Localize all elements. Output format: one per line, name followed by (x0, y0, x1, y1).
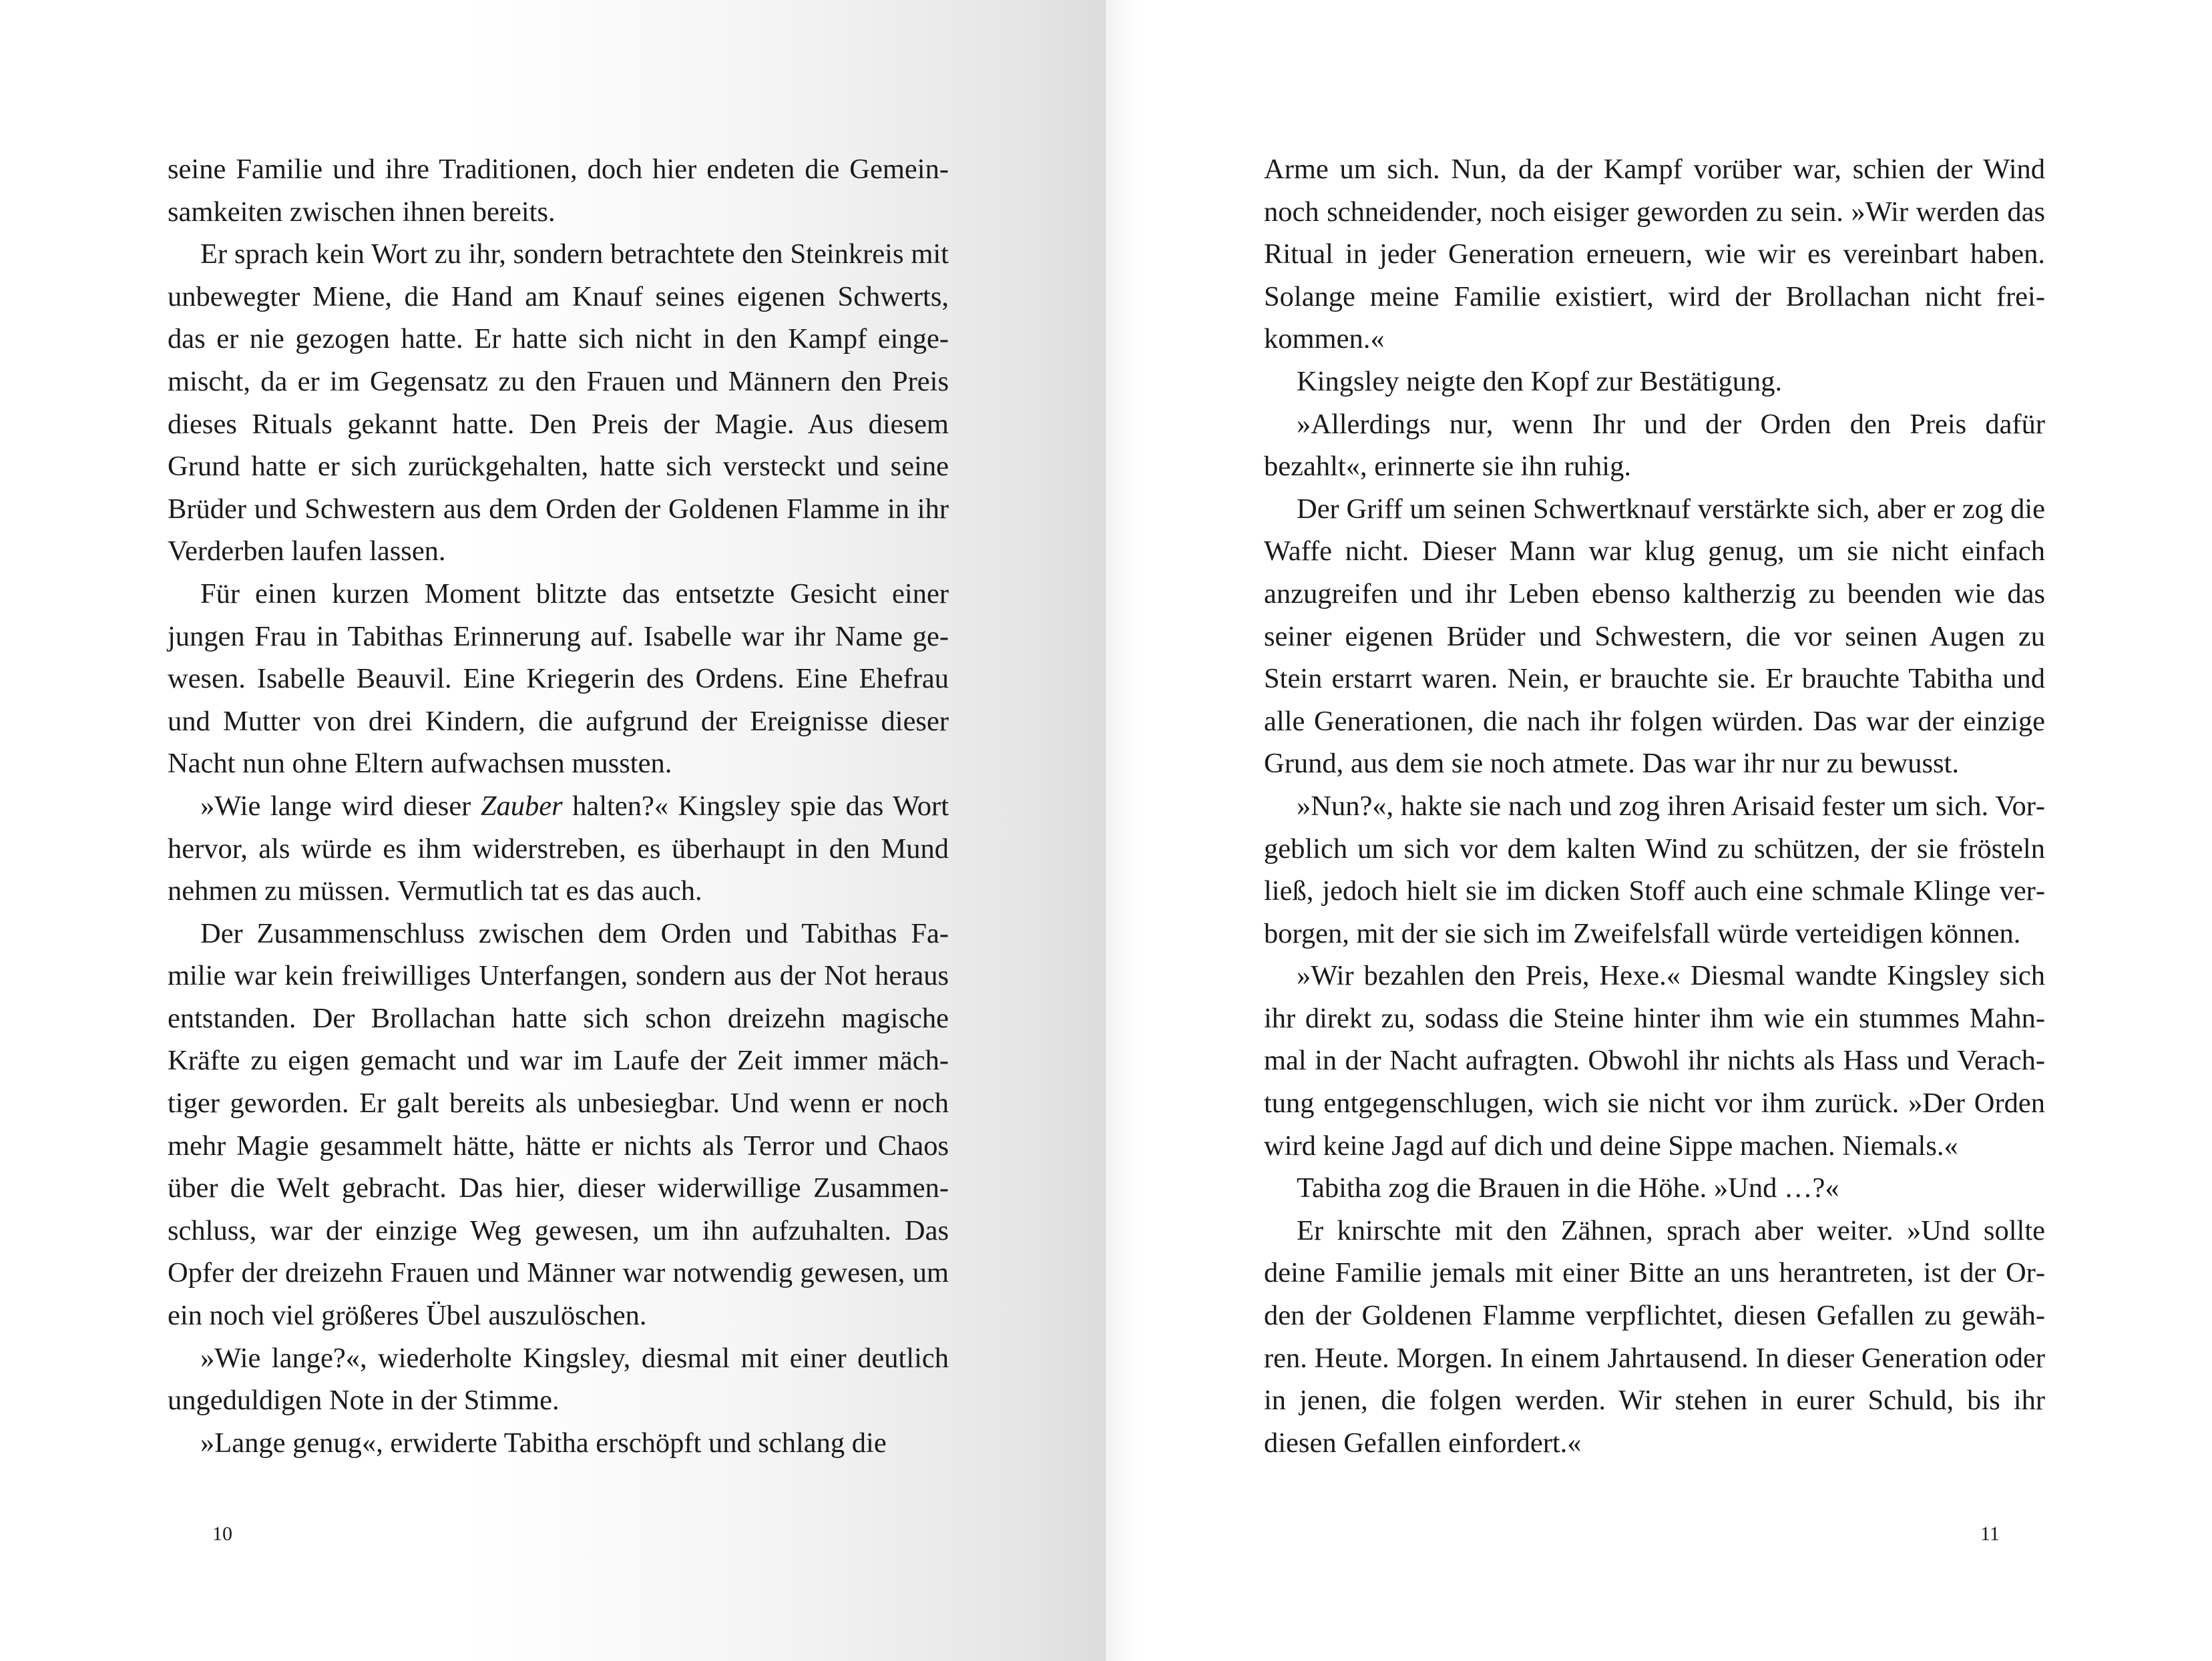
paragraph: »Wir bezahlen den Preis, Hexe.« Diesmal wandte Kingsley sich ihr direkt zu, sodass die Steine hinter ihm wie ein stummes Mahnmal in der Nacht aufragten. Obwohl ihr nichts als Hass und Verachtung entgegenschlugen, wich sie nicht vor ihm zurück. »Der Orden wird keine Jagd auf dich und deine Sippe machen. Niemals.« (1264, 960, 2045, 1162)
paragraph: »Wie lange?«, wiederholte Kingsley, diesmal mit einer deutlich ungeduldigen Note in der Stimme. (168, 1342, 949, 1417)
paragraph: Kingsley neigte den Kopf zur Bestätigung. (1297, 365, 1783, 397)
right-page (1106, 0, 2212, 1661)
italic-word: Zauber (480, 790, 563, 822)
paragraph: »Lange genug«, erwiderte Tabitha erschöpft und schlang die (200, 1427, 887, 1459)
page-number: 10 (212, 1523, 232, 1545)
paragraph: Er knirschte mit den Zähnen, sprach aber weiter. »Und sollte deine Familie jemals mit einer Bitte an uns herantreten, ist der Orden der Goldenen Flamme verpflichtet, diesen Gefallen zu gewähren. Heute. Morgen. In einem Jahrtausend. In dieser Generation oder in jenen, die folgen werden. Wir stehen in eurer Schuld, bis ihr diesen Gefallen einfordert.« (1264, 1214, 2045, 1459)
paragraph: Tabitha zog die Brauen in die Höhe. »Und …?« (1297, 1172, 1839, 1204)
paragraph: seine Familie und ihre Traditionen, doch hier endeten die Gemeinsamkeiten zwischen ihnen bereits. (168, 154, 949, 228)
right-page-text (1264, 148, 2045, 1464)
page-number: 11 (1980, 1523, 2000, 1545)
paragraph (168, 785, 949, 913)
paragraph: »Allerdings nur, wenn Ihr und der Orden den Preis dafür bezahlt«, erinnerte sie ihn ruhig. (1264, 408, 2045, 483)
left-page-text (168, 148, 949, 1464)
paragraph-text: halten?« Kingsley spie das Wort hervor, als würde es ihm widerstreben, es überhaupt in den Mund nehmen zu müssen. Vermutlich tat es das auch. (168, 790, 949, 907)
paragraph: »Nun?«, hakte sie nach und zog ihren Arisaid fester um sich. Vorgeblich um sich vor dem kalten Wind zu schützen, der sie frösteln ließ, jedoch hielt sie im dicken Stoff auch eine schmale Klinge verborgen, mit der sie sich im Zweifelsfall würde verteidigen können. (1264, 790, 2045, 949)
paragraph: Arme um sich. Nun, da der Kampf vorüber war, schien der Wind noch schneidender, noch eisiger geworden zu sein. »Wir werden das Ritual in jeder Generation erneuern, wie wir es vereinbart haben. Solange meine Familie existiert, wird der Brollachan nicht freikommen.« (1264, 154, 2045, 355)
paragraph: Er sprach kein Wort zu ihr, sondern betrachtete den Steinkreis mit unbewegter Miene, die Hand am Knauf seines eigenen Schwerts, das er nie gezogen hatte. Er hatte sich nicht in den Kampf eingemischt, da er im Gegensatz zu den Frauen und Männern den Preis dieses Rituals gekannt hatte. Den Preis der Magie. Aus diesem Grund hatte er sich zurückgehalten, hatte sich versteckt und seine Brüder und Schwestern aus dem Orden der Goldenen Flamme in ihr Verderben laufen lassen. (168, 238, 949, 567)
paragraph-text: »Wie lange wird dieser (200, 790, 481, 822)
paragraph: Der Zusammenschluss zwischen dem Orden und Tabithas Familie war kein freiwilliges Unterfangen, sondern aus der Not heraus entstanden. Der Brollachan hatte sich schon dreizehn magische Kräfte zu eigen gemacht und war im Laufe der Zeit immer mächtiger geworden. Er galt bereits als unbesiegbar. Und wenn er noch mehr Magie gesammelt hätte, hätte er nichts als Terror und Chaos über die Welt gebracht. Das hier, dieser widerwillige Zusammenschluss, war der einzige Weg gewesen, um ihn aufzuhalten. Das Opfer der dreizehn Frauen und Männer war notwendig gewesen, um ein noch viel größeres Übel auszulöschen. (168, 917, 949, 1332)
paragraph: Für einen kurzen Moment blitzte das entsetzte Gesicht einer jungen Frau in Tabithas Erinnerung auf. Isabelle war ihr Name gewesen. Isabelle Beauvil. Eine Kriegerin des Ordens. Eine Ehefrau und Mutter von drei Kindern, die aufgrund der Ereignisse dieser Nacht nun ohne Eltern aufwachsen mussten. (168, 577, 949, 780)
paragraph: Der Griff um seinen Schwertknauf verstärkte sich, aber er zog die Waffe nicht. Dieser Mann war klug genug, um sie nicht einfach anzugreifen und ihr Leben ebenso kaltherzig zu beenden wie das seiner eigenen Brüder und Schwestern, die vor seinen Augen zu Stein erstarrt waren. Nein, er brauchte sie. Er brauchte Tabitha und alle Generationen, die nach ihr folgen würden. Das war der einzige Grund, aus dem sie noch atmete. Das war ihr nur zu bewusst. (1264, 493, 2045, 780)
